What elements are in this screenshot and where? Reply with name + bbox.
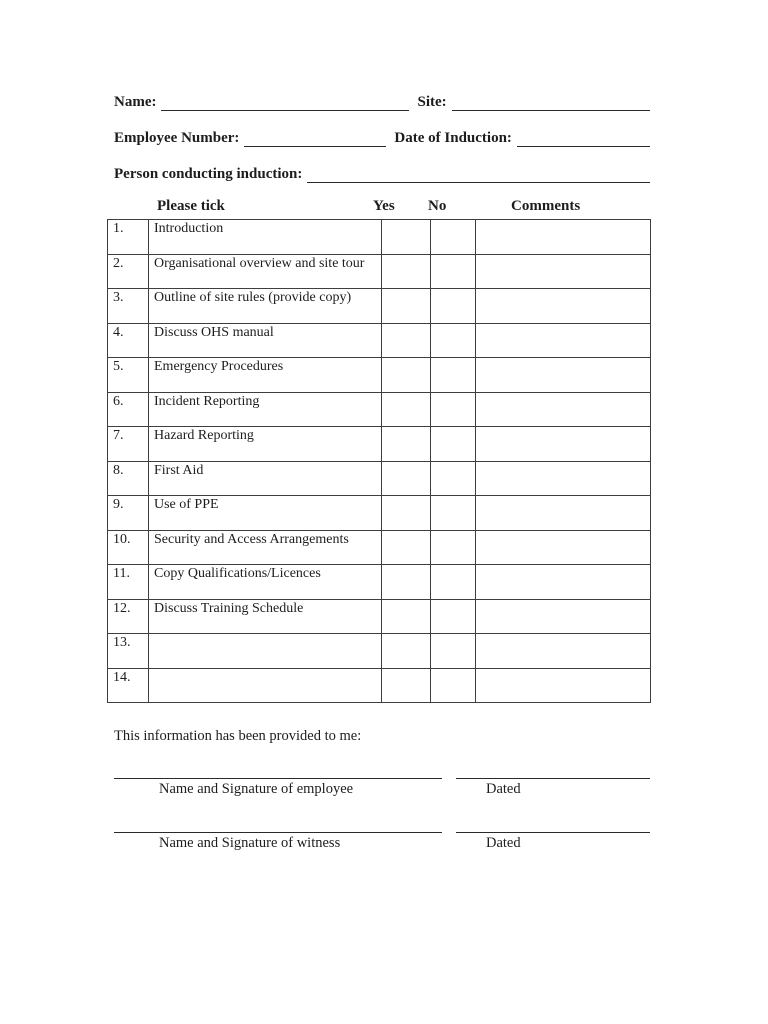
comments-cell[interactable] — [476, 496, 651, 531]
employee-signature-caption: Name and Signature of employee — [159, 781, 354, 797]
yes-tick-cell[interactable] — [382, 668, 431, 703]
no-tick-cell[interactable] — [431, 254, 476, 289]
witness-signature-line[interactable] — [114, 832, 442, 852]
yes-tick-cell[interactable] — [382, 565, 431, 600]
table-row — [108, 289, 651, 324]
yes-tick-cell[interactable] — [382, 634, 431, 669]
comments-cell[interactable] — [476, 565, 651, 600]
row-number-cell: 9. — [108, 496, 149, 531]
date-of-induction-label: Date of Induction: — [394, 130, 512, 146]
table-row — [108, 358, 651, 393]
table-row — [108, 565, 651, 600]
site-field-line[interactable] — [452, 88, 650, 111]
person-conducting-row — [107, 161, 650, 183]
item-cell: First Aid — [149, 461, 382, 496]
row-number-cell: 6. — [108, 392, 149, 427]
no-tick-cell[interactable] — [431, 565, 476, 600]
row-number-cell: 10. — [108, 530, 149, 565]
employee-signature-row — [107, 778, 650, 798]
checklist-column-headers — [107, 197, 650, 215]
table-row — [108, 392, 651, 427]
yes-tick-cell[interactable] — [382, 358, 431, 393]
table-row — [108, 427, 651, 462]
row-number-cell: 7. — [108, 427, 149, 462]
comments-cell[interactable] — [476, 461, 651, 496]
yes-tick-cell[interactable] — [382, 392, 431, 427]
table-row — [108, 461, 651, 496]
no-tick-cell[interactable] — [431, 427, 476, 462]
person-conducting-field-line[interactable] — [307, 160, 650, 183]
comments-cell[interactable] — [476, 254, 651, 289]
no-tick-cell[interactable] — [431, 634, 476, 669]
comments-cell[interactable] — [476, 289, 651, 324]
row-number-cell: 12. — [108, 599, 149, 634]
item-cell: Copy Qualifications/Licences — [149, 565, 382, 600]
row-number-cell: 2. — [108, 254, 149, 289]
table-row — [108, 634, 651, 669]
form-content — [107, 0, 650, 852]
name-label: Name: — [114, 94, 157, 110]
no-tick-cell[interactable] — [431, 496, 476, 531]
comments-cell[interactable] — [476, 323, 651, 358]
table-row — [108, 599, 651, 634]
no-tick-cell[interactable] — [431, 668, 476, 703]
item-cell — [149, 634, 382, 669]
induction-checklist-table — [107, 219, 651, 703]
witness-signature-caption: Name and Signature of witness — [159, 835, 341, 851]
yes-tick-cell[interactable] — [382, 496, 431, 531]
item-cell: Introduction — [149, 220, 382, 255]
row-number-cell: 8. — [108, 461, 149, 496]
name-field-line[interactable] — [161, 88, 409, 111]
yes-tick-cell[interactable] — [382, 427, 431, 462]
employee-dated-line[interactable] — [456, 778, 650, 798]
comments-header: Comments — [511, 198, 581, 214]
employee-dated-caption: Dated — [486, 781, 521, 797]
employee-date-row — [107, 125, 650, 147]
row-number-cell: 1. — [108, 220, 149, 255]
item-cell: Organisational overview and site tour — [149, 254, 382, 289]
no-tick-cell[interactable] — [431, 323, 476, 358]
item-cell: Incident Reporting — [149, 392, 382, 427]
yes-tick-cell[interactable] — [382, 323, 431, 358]
site-label: Site: — [417, 94, 447, 110]
row-number-cell: 13. — [108, 634, 149, 669]
no-tick-cell[interactable] — [431, 461, 476, 496]
witness-dated-line[interactable] — [456, 832, 650, 852]
table-row — [108, 254, 651, 289]
table-row — [108, 530, 651, 565]
comments-cell[interactable] — [476, 220, 651, 255]
employee-number-label: Employee Number: — [114, 130, 240, 146]
yes-header: Yes — [373, 198, 395, 214]
table-row — [108, 496, 651, 531]
no-tick-cell[interactable] — [431, 530, 476, 565]
table-row — [108, 668, 651, 703]
comments-cell[interactable] — [476, 530, 651, 565]
date-of-induction-field-line[interactable] — [517, 124, 650, 147]
item-cell: Discuss Training Schedule — [149, 599, 382, 634]
item-cell: Discuss OHS manual — [149, 323, 382, 358]
employee-signature-line[interactable] — [114, 778, 442, 798]
comments-cell[interactable] — [476, 358, 651, 393]
yes-tick-cell[interactable] — [382, 599, 431, 634]
name-site-row — [107, 89, 650, 111]
comments-cell[interactable] — [476, 634, 651, 669]
yes-tick-cell[interactable] — [382, 289, 431, 324]
item-cell: Outline of site rules (provide copy) — [149, 289, 382, 324]
please-tick-header: Please tick — [157, 198, 225, 214]
item-cell: Use of PPE — [149, 496, 382, 531]
witness-signature-row — [107, 832, 650, 852]
item-cell: Security and Access Arrangements — [149, 530, 382, 565]
row-number-cell: 5. — [108, 358, 149, 393]
item-cell: Emergency Procedures — [149, 358, 382, 393]
no-header: No — [428, 198, 447, 214]
table-row — [108, 323, 651, 358]
provided-statement: This information has been provided to me: — [114, 728, 362, 744]
person-conducting-label: Person conducting induction: — [114, 166, 303, 182]
comments-cell[interactable] — [476, 392, 651, 427]
row-number-cell: 3. — [108, 289, 149, 324]
witness-dated-caption: Dated — [486, 835, 521, 851]
no-tick-cell[interactable] — [431, 220, 476, 255]
item-cell — [149, 668, 382, 703]
comments-cell[interactable] — [476, 599, 651, 634]
no-tick-cell[interactable] — [431, 392, 476, 427]
no-tick-cell[interactable] — [431, 289, 476, 324]
table-row — [108, 220, 651, 255]
employee-number-field-line[interactable] — [244, 124, 386, 147]
row-number-cell: 11. — [108, 565, 149, 600]
comments-cell[interactable] — [476, 668, 651, 703]
no-tick-cell[interactable] — [431, 599, 476, 634]
no-tick-cell[interactable] — [431, 358, 476, 393]
comments-cell[interactable] — [476, 427, 651, 462]
row-number-cell: 14. — [108, 668, 149, 703]
item-cell: Hazard Reporting — [149, 427, 382, 462]
row-number-cell: 4. — [108, 323, 149, 358]
yes-tick-cell[interactable] — [382, 461, 431, 496]
yes-tick-cell[interactable] — [382, 220, 431, 255]
yes-tick-cell[interactable] — [382, 254, 431, 289]
yes-tick-cell[interactable] — [382, 530, 431, 565]
